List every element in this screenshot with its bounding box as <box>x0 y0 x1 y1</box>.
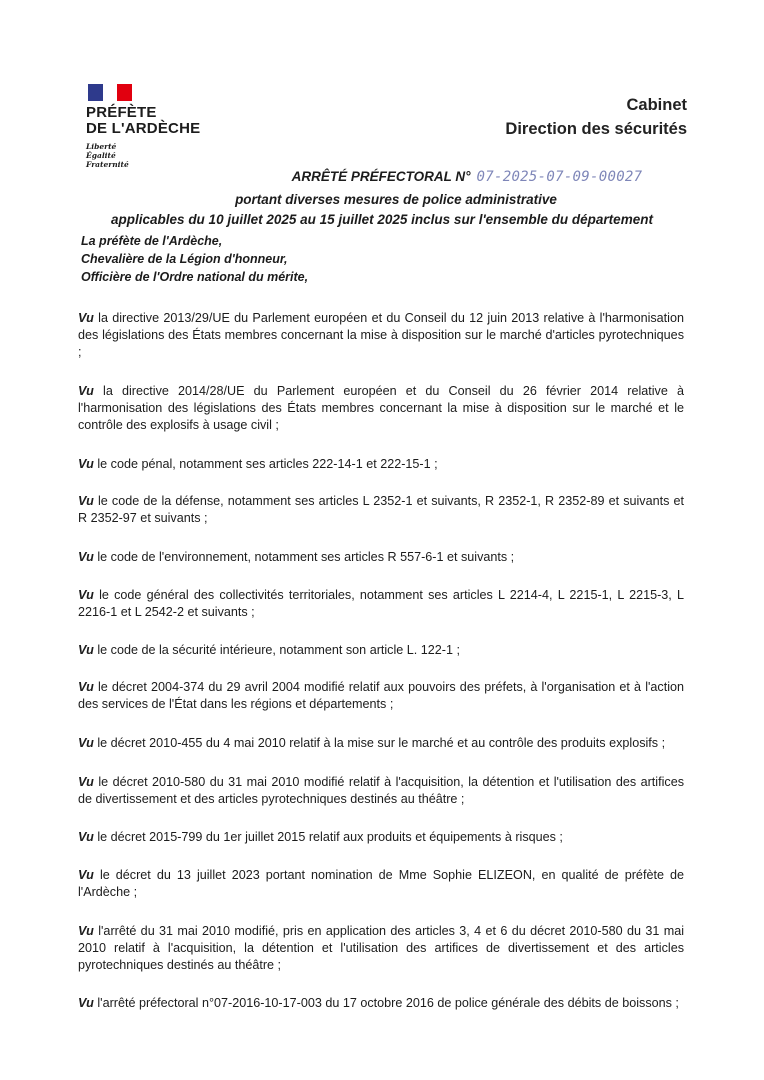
considerant-text: le code de la défense, notamment ses articles L 2352-1 et suivants, R 2352-1, R 2352-89 et suivants et R 2352-97 et suivants ; <box>78 494 685 525</box>
considerant-text: le décret 2004-374 du 29 avril 2004 modifié relatif aux pouvoirs des préfets, à l'organisation et à l'action des services de l'État dans les régions et départements ; <box>78 680 684 711</box>
considerants-list <box>78 310 684 1012</box>
vu-label: Vu <box>78 643 94 657</box>
considerant-item <box>78 829 684 846</box>
vu-label: Vu <box>78 736 94 750</box>
subject-line1: portant diverses mesures de police administrative <box>235 192 557 207</box>
considerant-text: l'arrêté préfectoral n°07-2016-10-17-003 du 17 octobre 2016 de police générale des débits de boissons ; <box>97 996 679 1010</box>
considerant-item <box>78 549 684 566</box>
considerant-item <box>78 642 684 659</box>
vu-label: Vu <box>78 775 94 789</box>
authority-line3: Officière de l'Ordre national du mérite, <box>81 270 309 284</box>
prefecture-logo <box>86 84 216 169</box>
authority-line2: Chevalière de la Légion d'honneur, <box>81 252 288 266</box>
considerant-item <box>78 587 684 621</box>
considerant-text: la directive 2014/28/UE du Parlement européen et du Conseil du 26 février 2014 relative à l'harmonisation des législations des États membres concernant la mise à disposition sur le marché et le contrôle des explosifs à usage civil ; <box>78 384 685 432</box>
considerant-item <box>78 383 684 434</box>
considerant-item <box>78 995 684 1012</box>
vu-label: Vu <box>78 457 94 471</box>
french-flag-icon <box>88 84 132 101</box>
arrete-subject <box>0 190 764 230</box>
considerant-text: le décret 2010-455 du 4 mai 2010 relatif à la mise sur le marché et au contrôle des produits explosifs ; <box>97 736 666 750</box>
considerant-item <box>78 867 684 901</box>
vu-label: Vu <box>78 924 94 938</box>
considerant-text: le décret 2010-580 du 31 mai 2010 modifié relatif à l'acquisition, la détention et l'utilisation des artifices de divertissement et des articles pyrotechniques destinés au théâtre ; <box>78 775 684 806</box>
considerant-item <box>78 310 684 361</box>
motto-liberte: Liberté <box>86 142 117 151</box>
vu-label: Vu <box>78 680 94 694</box>
subject-line2: applicables du 10 juillet 2025 au 15 juillet 2025 inclus sur l'ensemble du département <box>111 212 653 227</box>
considerant-item <box>78 456 684 473</box>
considerant-text: le code de l'environnement, notamment ses articles R 557-6-1 et suivants ; <box>97 550 515 564</box>
considerant-item <box>78 493 684 527</box>
handwritten-arrete-number: 07-2025-07-09-00027 <box>476 169 643 185</box>
vu-label: Vu <box>78 868 94 882</box>
considerant-text: le décret 2015-799 du 1er juillet 2015 relatif aux produits et équipements à risques ; <box>97 830 563 844</box>
considerant-text: le code général des collectivités territoriales, notamment ses articles L 2214-4, L 2215-1, L 2215-3, L 2216-1 et L 2542-2 et suivants ; <box>78 588 685 619</box>
considerant-item <box>78 923 684 974</box>
authority-block <box>81 232 308 286</box>
vu-label: Vu <box>78 588 94 602</box>
logo-line2: DE L'ARDÈCHE <box>86 120 201 137</box>
vu-label: Vu <box>78 996 94 1010</box>
motto-egalite: Égalité <box>86 151 116 160</box>
authority-line1: La préfète de l'Ardèche, <box>81 234 223 248</box>
vu-label: Vu <box>78 311 94 325</box>
considerant-text: le décret du 13 juillet 2023 portant nomination de Mme Sophie ELIZEON, en qualité de préfète de l'Ardèche ; <box>78 868 685 899</box>
issuing-service <box>505 93 687 141</box>
considerant-item <box>78 679 684 713</box>
considerant-text: le code pénal, notamment ses articles 222-14-1 et 222-15-1 ; <box>97 457 438 471</box>
republic-motto <box>86 142 216 169</box>
considerant-text: l'arrêté du 31 mai 2010 modifié, pris en application des articles 3, 4 et 6 du décret 2010-580 du 31 mai 2010 relatif à l'acquisition, la détention et l'utilisation des artifices de divertissement et des articles pyrotechniques destinés au théâtre ; <box>78 924 684 972</box>
service-cabinet: Cabinet <box>626 96 687 114</box>
considerant-text: la directive 2013/29/UE du Parlement européen et du Conseil du 12 juin 2013 relative à l'harmonisation des législations des États membres concernant la mise à disposition sur le marché d'articles pyrotechniques ; <box>78 311 684 359</box>
considerant-item <box>78 735 684 752</box>
vu-label: Vu <box>78 550 94 564</box>
vu-label: Vu <box>78 384 94 398</box>
motto-fraternite: Fraternité <box>86 160 129 169</box>
considerant-item <box>78 774 684 808</box>
vu-label: Vu <box>78 494 94 508</box>
vu-label: Vu <box>78 830 94 844</box>
arrete-heading <box>0 168 764 186</box>
logo-name <box>86 105 216 137</box>
logo-line1: PRÉFÈTE <box>86 104 157 121</box>
service-direction: Direction des sécurités <box>505 120 687 138</box>
considerant-text: le code de la sécurité intérieure, notamment son article L. 122-1 ; <box>97 643 460 657</box>
arrete-title: ARRÊTÉ PRÉFECTORAL N° <box>291 169 471 184</box>
